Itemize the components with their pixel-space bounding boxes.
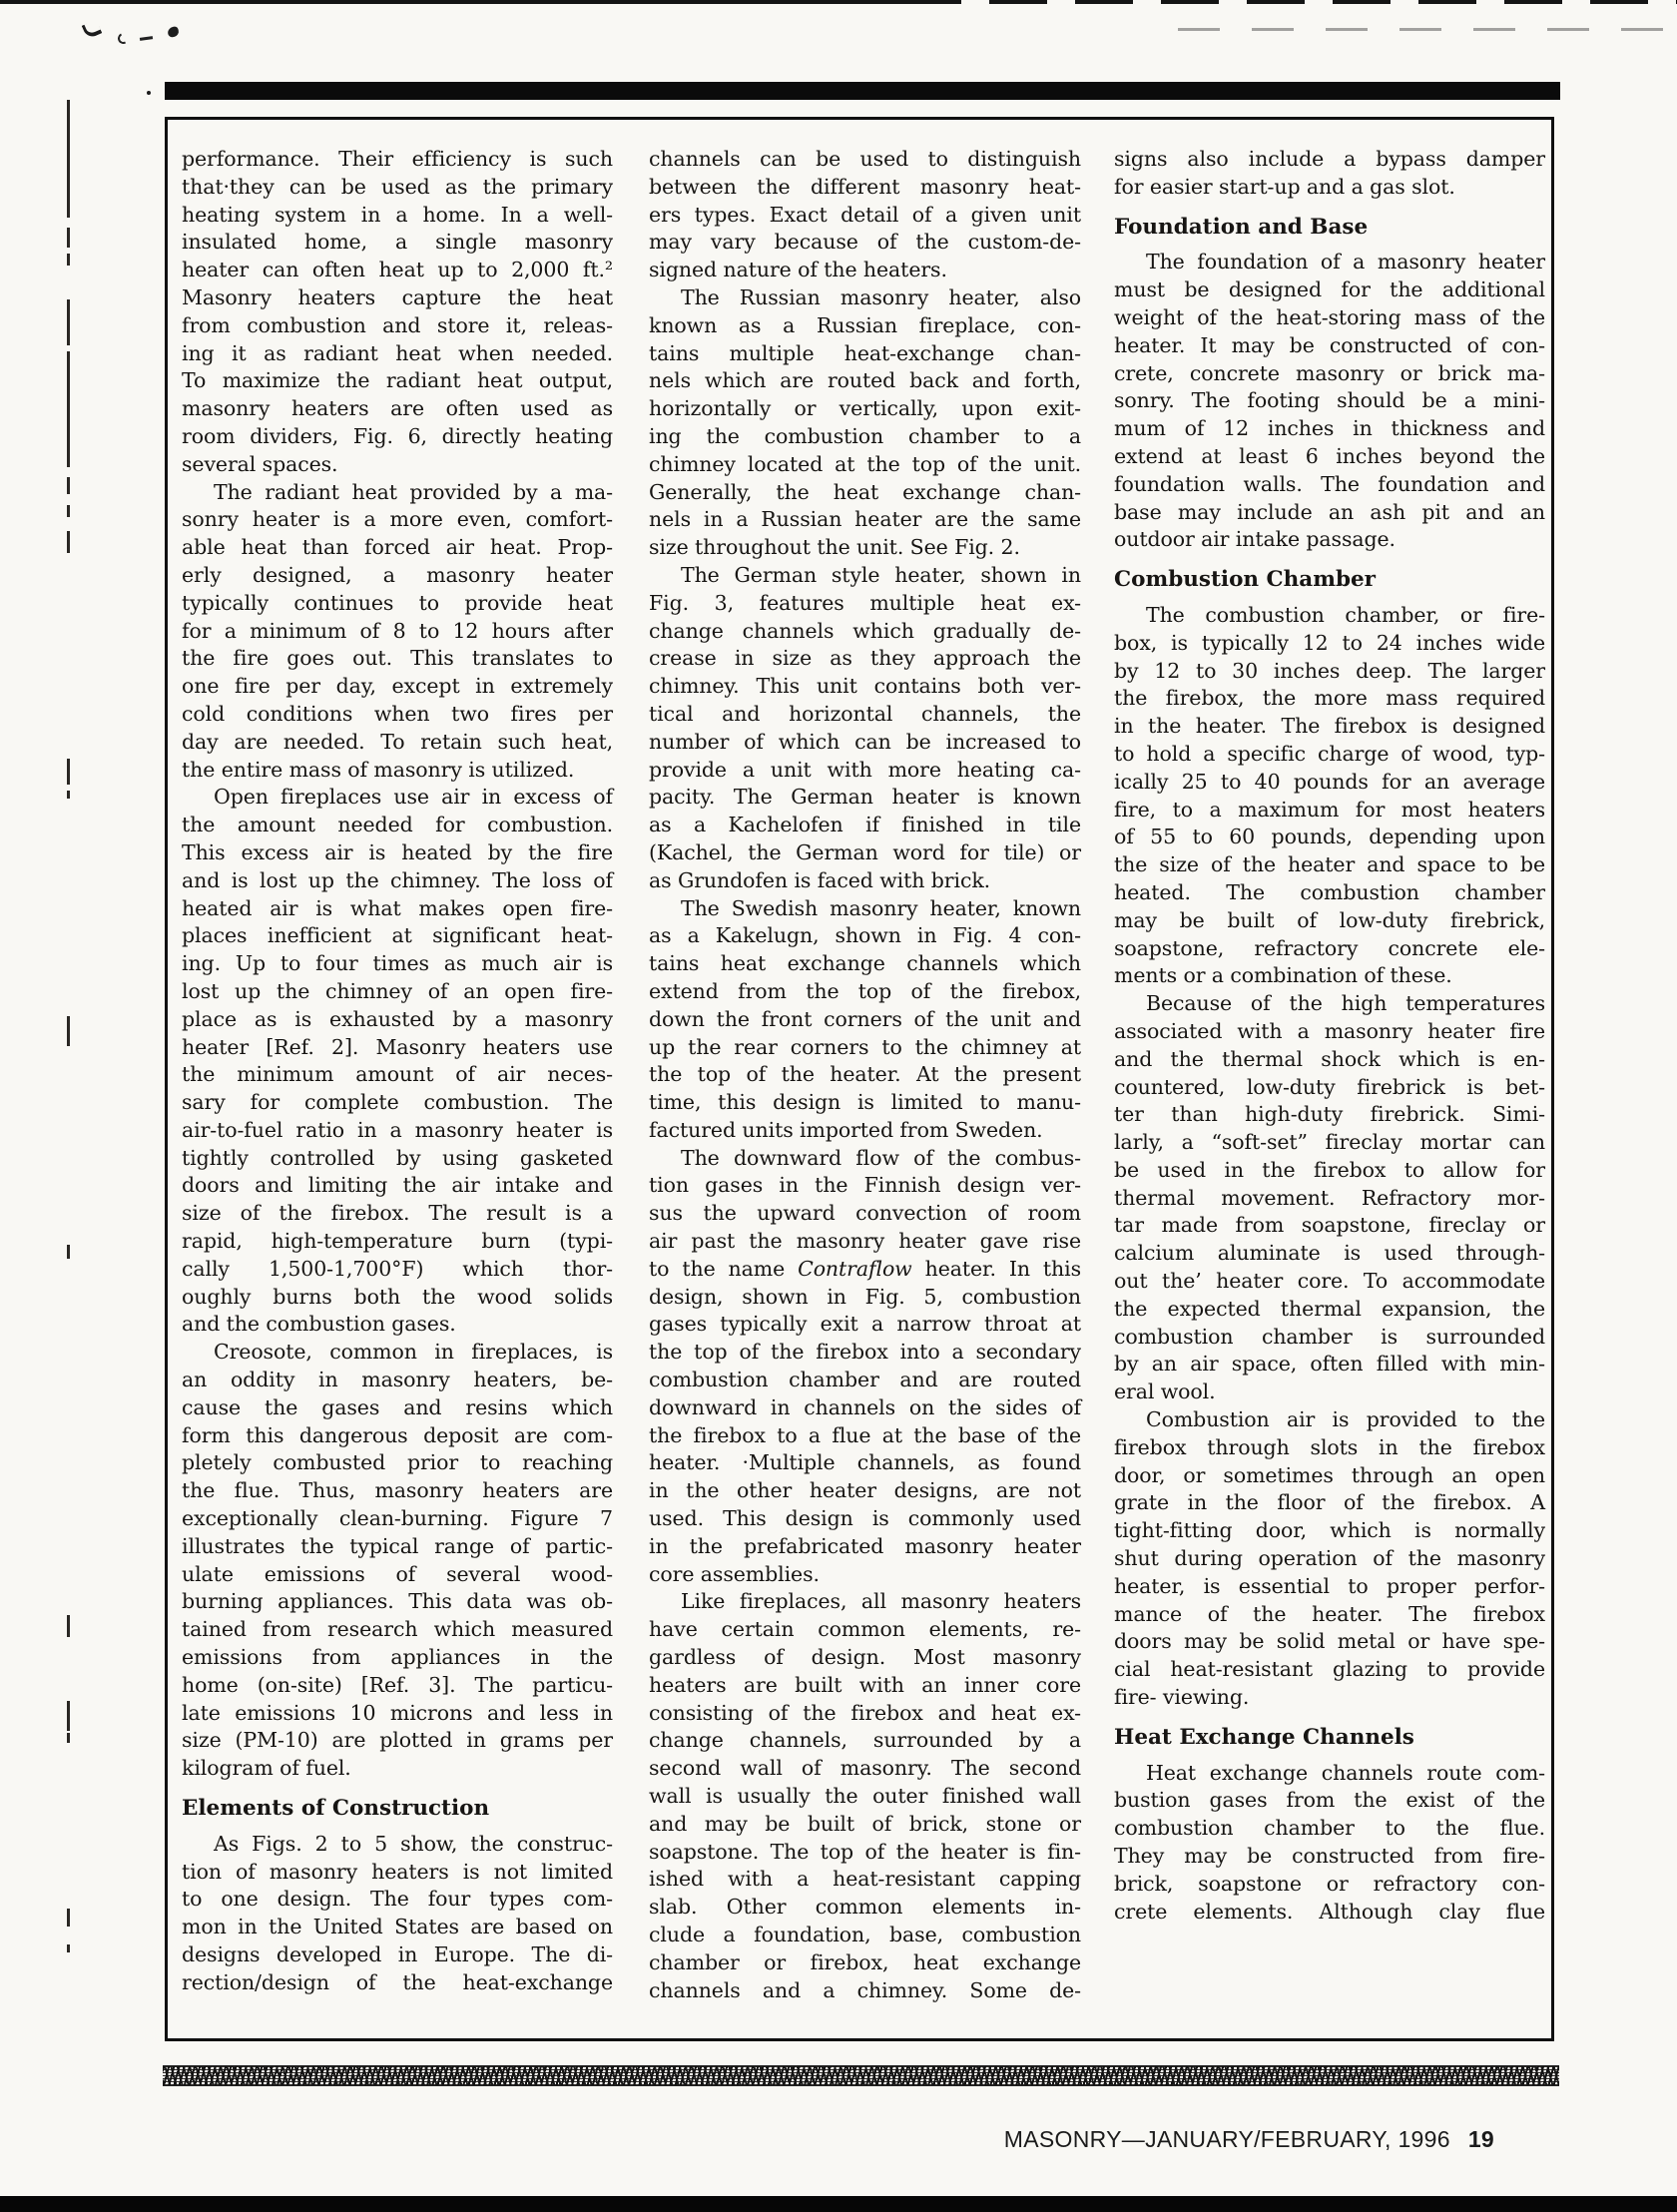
text-line: doors and limiting the air intake and: [182, 1173, 613, 1198]
text-line: by an air space, often filled with min-: [1114, 1352, 1545, 1377]
text-line: ished with a heat-resistant capping: [649, 1867, 1081, 1892]
text-line: out the’ heater core. To accommodate: [1114, 1269, 1545, 1294]
text-line: heaters are built with an inner core: [649, 1672, 1081, 1697]
text-line: rection/design of the heat-exchange: [182, 1969, 613, 1994]
text-line: from combustion and store it, releas-: [182, 312, 613, 337]
text-line: in the prefabricated masonry heater: [649, 1533, 1081, 1558]
text-line: core assemblies.: [649, 1561, 820, 1586]
text-line: tight-fitting door, which is normally: [1114, 1518, 1545, 1543]
text-line: form this dangerous deposit are com-: [182, 1422, 613, 1447]
text-line: brick, soapstone or refractory con-: [1114, 1871, 1545, 1896]
section-heading: Combustion Chamber: [1114, 567, 1376, 593]
text-line: sus the upward convection of room: [649, 1201, 1081, 1226]
text-line: in the other heater designs, are not: [649, 1478, 1081, 1503]
scan-margin-mark: [67, 759, 70, 785]
page-number: 19: [1467, 2126, 1494, 2152]
text-line: bustion gases from the exist of the: [1114, 1788, 1545, 1813]
text-line: second wall of masonry. The second: [649, 1756, 1081, 1781]
text-line: heated. The combustion chamber: [1114, 879, 1545, 904]
text-line: oughly burns both the wood solids: [182, 1284, 613, 1309]
text-line: doors may be solid metal or have spe-: [1114, 1629, 1545, 1654]
text-line: exceptionally clean-burning. Figure 7: [182, 1506, 613, 1531]
text-line: late emissions 10 microns and less in: [182, 1700, 613, 1725]
masthead-bar: [165, 82, 1560, 100]
text-line: to hold a specific charge of wood, typ-: [1114, 741, 1545, 766]
text-line: combustion chamber is surrounded: [1114, 1324, 1545, 1349]
text-line: channels can be used to distinguish: [649, 147, 1081, 171]
text-line: cause the gases and resins which: [182, 1394, 613, 1419]
text-line: gases typically exit a narrow throat at: [649, 1312, 1081, 1337]
column-1: [182, 146, 613, 1997]
text-line: down the front corners of the unit and: [649, 1006, 1081, 1031]
text-line: consisting of the firebox and heat ex-: [649, 1700, 1081, 1725]
text-line: The downward flow of the combus-: [681, 1145, 1081, 1170]
scan-artifact-dashes: [1178, 28, 1667, 31]
text-line: heater. It may be constructed of con-: [1114, 332, 1545, 357]
text-line: air-to-fuel ratio in a masonry heater is: [182, 1117, 613, 1142]
top-rule-dashed: [903, 0, 1677, 4]
text-line: places inefficient at significant heat-: [182, 923, 613, 948]
text-line: This excess air is heated by the fire: [182, 839, 613, 864]
text-line: nels which are routed back and forth,: [649, 368, 1081, 393]
text-line: outdoor air intake passage.: [1114, 527, 1396, 552]
text-line: tains multiple heat-exchange chan-: [649, 340, 1081, 365]
text-line: mon in the United States are based on: [182, 1915, 613, 1939]
journal-name: MASONRY—JANUARY/FEBRUARY, 1996: [1003, 2126, 1450, 2152]
text-line: door, or sometimes through an open: [1114, 1462, 1545, 1487]
text-line: the top of the heater. At the present: [649, 1062, 1081, 1087]
text-line: that·they can be used as the primary: [182, 174, 613, 199]
text-line: The German style heater, shown in: [681, 562, 1081, 587]
text-line: room dividers, Fig. 6, directly heating: [182, 423, 613, 448]
text-line: for a minimum of 8 to 12 hours after: [182, 618, 613, 643]
text-line: grate in the floor of the firebox. A: [1114, 1490, 1545, 1515]
column-3: [1114, 146, 1545, 1926]
text-line: cally 1,500-1,700°F) which thor-: [182, 1256, 613, 1281]
scan-margin-mark: [67, 505, 70, 517]
text-line: an oddity in masonry heaters, be-: [182, 1368, 613, 1392]
text-line: sonry. The footing should be a mini-: [1114, 388, 1545, 413]
text-line: burning appliances. This data was ob-: [182, 1589, 613, 1614]
scan-margin-mark: [67, 351, 70, 467]
text-line: ments or a combination of these.: [1114, 963, 1452, 988]
text-line: cial heat-resistant glazing to provide: [1114, 1657, 1545, 1682]
text-line: one fire per day, except in extremely: [182, 674, 613, 699]
text-line: wall is usually the outer finished wall: [649, 1784, 1081, 1809]
text-line: fire- viewing.: [1114, 1685, 1250, 1710]
text-line: the size of the heater and space to be: [1114, 852, 1545, 877]
text-line: provide a unit with more heating ca-: [649, 757, 1081, 782]
text-line: The foundation of a masonry heater: [1146, 250, 1545, 275]
text-line: fire, to a maximum for most heaters: [1114, 797, 1545, 822]
text-line: signs also include a bypass damper: [1114, 147, 1545, 171]
text-line: (Kachel, the German word for tile) or: [649, 839, 1081, 864]
text-line: size of the firebox. The result is a: [182, 1201, 613, 1226]
text-line: size throughout the unit. See Fig. 2.: [649, 535, 1020, 560]
text-line: change channels, surrounded by a: [649, 1728, 1081, 1753]
pen-mark: [140, 36, 153, 41]
text-line: extend at least 6 inches beyond the: [1114, 443, 1545, 468]
text-line: mum of 12 inches in thickness and: [1114, 416, 1545, 441]
text-line: Because of the high temperatures: [1146, 991, 1545, 1016]
text-line: used. This design is commonly used: [649, 1506, 1081, 1531]
text-line: number of which can be increased to: [649, 729, 1081, 754]
text-line: Generally, the heat exchange chan-: [649, 479, 1081, 504]
text-line: ing it as radiant heat when needed.: [182, 340, 613, 365]
text-line: for easier start-up and a gas slot.: [1114, 174, 1455, 199]
text-line: performance. Their efficiency is such: [182, 147, 613, 171]
text-line: and is lost up the chimney. The loss of: [182, 867, 613, 892]
text-line: the firebox, the more mass required: [1114, 686, 1545, 711]
text-line: associated with a masonry heater fire: [1114, 1018, 1545, 1043]
scan-margin-mark: [67, 531, 70, 553]
text-line: between the different masonry heat-: [649, 174, 1081, 199]
scan-margin-mark: [67, 1615, 70, 1637]
text-line: box, is typically 12 to 24 inches wide: [1114, 630, 1545, 655]
text-line: designs developed in Europe. The di-: [182, 1942, 613, 1966]
text-line: illustrates the typical range of partic-: [182, 1533, 613, 1558]
scan-margin-mark: [67, 1733, 70, 1743]
text-line: To maximize the radiant heat output,: [182, 368, 613, 393]
text-line: design, shown in Fig. 5, combustion: [649, 1284, 1081, 1309]
text-line: firebox through slots in the firebox: [1114, 1434, 1545, 1459]
text-line: larly, a “soft-set” fireclay mortar can: [1114, 1130, 1545, 1155]
text-line: Combustion air is provided to the: [1146, 1407, 1545, 1432]
scan-margin-mark: [67, 1909, 70, 1927]
text-line: rapid, high-temperature burn (typi-: [182, 1229, 613, 1254]
scan-margin-mark: [67, 1016, 70, 1046]
text-line: Heat exchange channels route com-: [1146, 1760, 1545, 1785]
text-line: signed nature of the heaters.: [649, 258, 947, 282]
text-line: tains heat exchange channels which: [649, 951, 1081, 976]
text-line: As Figs. 2 to 5 show, the construc-: [214, 1831, 613, 1856]
text-line: The Swedish masonry heater, known: [681, 895, 1081, 920]
text-line: to one design. The four types com-: [182, 1887, 613, 1912]
text-line: lost up the chimney of an open fire-: [182, 978, 613, 1003]
pen-mark: [82, 19, 103, 39]
text-line: erly designed, a masonry heater: [182, 562, 613, 587]
column-2: [649, 146, 1081, 2004]
scan-margin-mark: [67, 791, 70, 799]
text-line: insulated home, a single masonry: [182, 230, 613, 255]
text-line: and may be built of brick, stone or: [649, 1811, 1081, 1836]
text-line: soapstone. The top of the heater is fin-: [649, 1839, 1081, 1864]
text-line: chimney. This unit contains both ver-: [649, 674, 1081, 699]
text-line: kilogram of fuel.: [182, 1756, 351, 1781]
text-line: and the thermal shock which is en-: [1114, 1046, 1545, 1071]
text-line: as Grundofen is faced with brick.: [649, 867, 991, 892]
text-line: size (PM-10) are plotted in grams per: [182, 1728, 613, 1753]
text-line: shut during operation of the masonry: [1114, 1546, 1545, 1571]
bottom-rule: [0, 2196, 1677, 2212]
text-line: up the rear corners to the chimney at: [649, 1034, 1081, 1059]
text-line: time, this design is limited to manu-: [649, 1090, 1081, 1115]
text-line: tion of masonry heaters is not limited: [182, 1859, 613, 1884]
text-line: gardless of design. Most masonry: [649, 1645, 1081, 1670]
text-line: ulate emissions of several wood-: [182, 1561, 613, 1586]
scan-margin-mark: [67, 1701, 70, 1731]
text-line: countered, low-duty firebrick is bet-: [1114, 1074, 1545, 1099]
text-line: as a Kachelofen if finished in tile: [649, 813, 1081, 837]
text-line: eral wool.: [1114, 1380, 1216, 1404]
text-line: in the heater. The firebox is designed: [1114, 714, 1545, 739]
text-line: chamber or firebox, heat exchange: [649, 1949, 1081, 1974]
text-line: change channels which gradually de-: [649, 618, 1081, 643]
text-line: crease in size as they approach the: [649, 646, 1081, 671]
text-line: The radiant heat provided by a ma-: [214, 479, 613, 504]
text-line: Open fireplaces use air in excess of: [214, 785, 613, 810]
text-line: known as a Russian fireplace, con-: [649, 312, 1081, 337]
text-line: ing the combustion chamber to a: [649, 423, 1081, 448]
text-line: crete elements. Although clay flue: [1114, 1899, 1545, 1924]
text-line: several spaces.: [182, 451, 338, 476]
text-line: air past the masonry heater gave rise: [649, 1229, 1081, 1254]
text-line: the flue. Thus, masonry heaters are: [182, 1478, 613, 1503]
text-line: They may be constructed from fire-: [1114, 1844, 1545, 1869]
text-line: the fire goes out. This translates to: [182, 646, 613, 671]
section-heading: Heat Exchange Channels: [1114, 1724, 1414, 1750]
text-line: combustion chamber to the flue.: [1114, 1816, 1545, 1841]
text-line: heating system in a home. In a well-: [182, 202, 613, 227]
text-line: Masonry heaters capture the heat: [182, 284, 613, 309]
text-line: have certain common elements, re-: [649, 1617, 1081, 1642]
text-line: extend from the top of the firebox,: [649, 978, 1081, 1003]
text-line: ter than high-duty firebrick. Simi-: [1114, 1102, 1545, 1127]
pen-mark: [167, 26, 180, 39]
text-line: the expected thermal expansion, the: [1114, 1296, 1545, 1321]
scan-margin-mark: [67, 299, 70, 345]
text-line: channels and a chimney. Some de-: [649, 1977, 1081, 2002]
text-line: thermal movement. Refractory mor-: [1114, 1185, 1545, 1210]
text-line: The Russian masonry heater, also: [681, 284, 1081, 309]
text-line: tained from research which measured: [182, 1617, 613, 1642]
scan-margin-mark: [67, 100, 70, 218]
text-line: tical and horizontal channels, the: [649, 701, 1081, 726]
text-line: mance of the heater. The firebox: [1114, 1601, 1545, 1626]
text-line: pletely combusted prior to reaching: [182, 1450, 613, 1475]
text-line: ically 25 to 40 pounds for an average: [1114, 769, 1545, 794]
text-line: heater. ·Multiple channels, as found: [649, 1450, 1081, 1475]
text-line: sary for complete combustion. The: [182, 1090, 613, 1115]
scan-margin-mark: [67, 254, 70, 266]
text-line: as a Kakelugn, shown in Fig. 4 con-: [649, 923, 1081, 948]
text-line: and the combustion gases.: [182, 1312, 456, 1337]
text-line: the entire mass of masonry is utilized.: [182, 757, 575, 782]
text-line: may vary because of the custom-de-: [649, 230, 1081, 255]
text-line: emissions from appliances in the: [182, 1645, 613, 1670]
text-line: tightly controlled by using gasketed: [182, 1145, 613, 1170]
text-line: ers types. Exact detail of a given unit: [649, 202, 1081, 227]
text-line: may be built of low-duty firebrick,: [1114, 907, 1545, 932]
text-line: factured units imported from Sweden.: [649, 1117, 1043, 1142]
scan-margin-mark: [67, 477, 70, 494]
text-line: place as is exhausted by a masonry: [182, 1006, 613, 1031]
text-line: be used in the firebox to allow for: [1114, 1157, 1545, 1182]
text-line: the minimum amount of air neces-: [182, 1062, 613, 1087]
text-line: heater [Ref. 2]. Masonry heaters use: [182, 1034, 613, 1059]
text-line: able heat than forced air heat. Prop-: [182, 535, 613, 560]
text-line: day are needed. To retain such heat,: [182, 729, 613, 754]
text-line: Creosote, common in fireplaces, is: [214, 1340, 613, 1365]
text-line: combustion chamber and are routed: [649, 1368, 1081, 1392]
text-line: by 12 to 30 inches deep. The larger: [1114, 658, 1545, 683]
text-line: heated air is what makes open fire-: [182, 895, 613, 920]
text-line: chimney located at the top of the unit.: [649, 451, 1081, 476]
text-line: home (on-site) [Ref. 3]. The particu-: [182, 1672, 613, 1697]
footer: [1004, 2126, 1494, 2153]
text-line: tion gases in the Finnish design ver-: [649, 1173, 1081, 1198]
text-line: foundation walls. The foundation and: [1114, 471, 1545, 496]
scan-margin-mark: [67, 1944, 70, 1952]
text-line: crete, concrete masonry or brick ma-: [1114, 360, 1545, 385]
text-line: ing. Up to four times as much air is: [182, 951, 613, 976]
pen-mark: [117, 32, 131, 46]
scan-speck: [147, 91, 151, 95]
text-line: of 55 to 60 pounds, depending upon: [1114, 825, 1545, 849]
scan-margin-mark: [67, 1245, 70, 1259]
text-line: The combustion chamber, or fire-: [1146, 602, 1545, 627]
text-line: the top of the firebox into a secondary: [649, 1340, 1081, 1365]
text-line: tar made from soapstone, fireclay or: [1114, 1213, 1545, 1238]
text-line: heater can often heat up to 2,000 ft.²: [182, 258, 613, 282]
text-line: weight of the heat-storing mass of the: [1114, 304, 1545, 329]
text-line: the firebox to a flue at the base of the: [649, 1422, 1081, 1447]
text-line: typically continues to provide heat: [182, 590, 613, 615]
text-line: masonry heaters are often used as: [182, 396, 613, 421]
text-line: Fig. 3, features multiple heat ex-: [649, 590, 1081, 615]
section-heading: Foundation and Base: [1114, 214, 1369, 240]
text-line: clude a foundation, base, combustion: [649, 1923, 1081, 1946]
text-line: the amount needed for combustion.: [182, 813, 613, 837]
text-line: must be designed for the additional: [1114, 277, 1545, 302]
text-line: nels in a Russian heater are the same: [649, 507, 1081, 532]
text-line: sonry heater is a more even, comfort-: [182, 507, 613, 532]
text-line: pacity. The German heater is known: [649, 785, 1081, 810]
text-line: slab. Other common elements in-: [649, 1895, 1081, 1920]
text-line: Like fireplaces, all masonry heaters: [681, 1589, 1081, 1614]
decorative-stipple-band: [163, 2065, 1559, 2086]
text-line: soapstone, refractory concrete ele-: [1114, 935, 1545, 960]
scan-margin-mark: [67, 228, 70, 248]
text-line: heater, is essential to proper perfor-: [1114, 1573, 1545, 1598]
top-rule: [0, 0, 903, 4]
text-line: horizontally or vertically, upon exit-: [649, 396, 1081, 421]
text-line: to the name Contraflow heater. In this: [649, 1256, 1082, 1281]
text-line: cold conditions when two fires per: [182, 701, 613, 726]
text-line: downward in channels on the sides of: [649, 1394, 1081, 1419]
text-line: calcium aluminate is used through-: [1114, 1241, 1545, 1266]
text-line: base may include an ash pit and an: [1114, 499, 1545, 524]
section-heading: Elements of Construction: [182, 1796, 490, 1822]
